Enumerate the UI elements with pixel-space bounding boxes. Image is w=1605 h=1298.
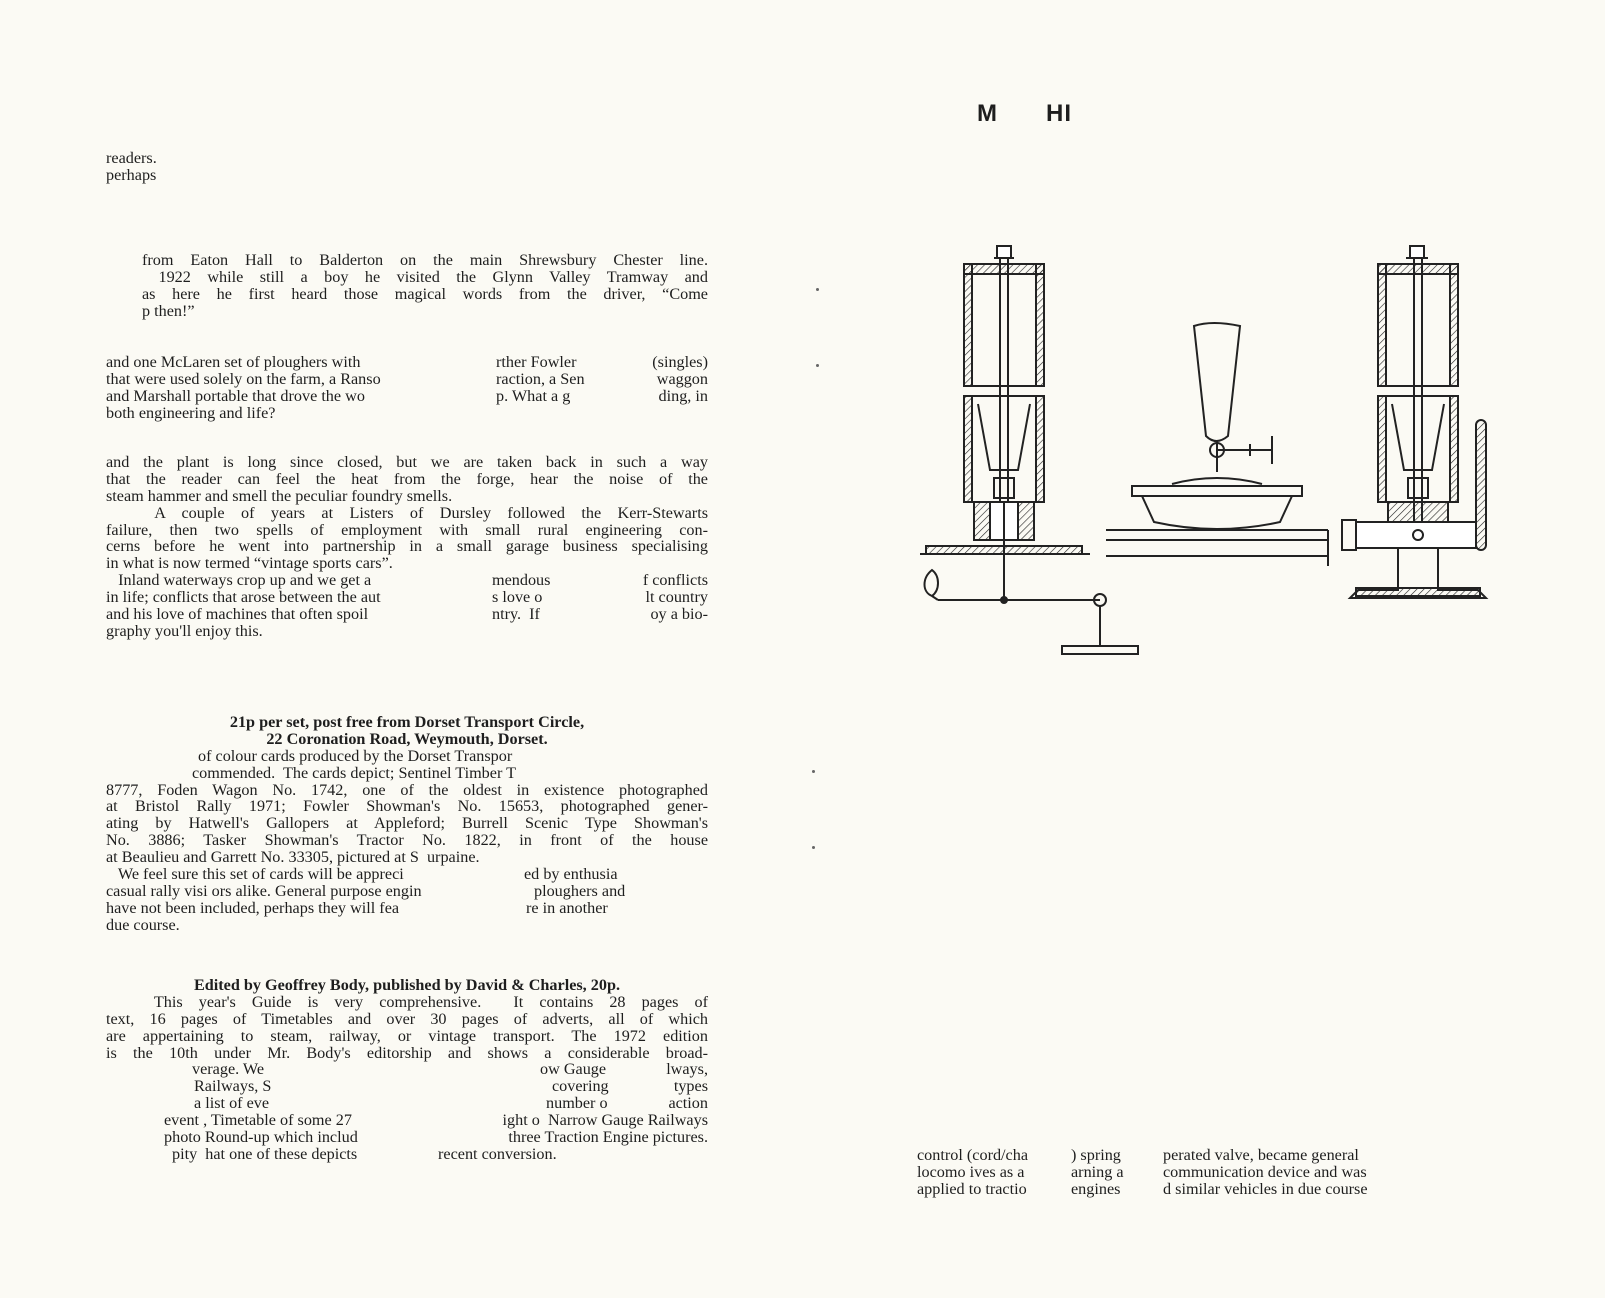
text-row	[106, 388, 708, 405]
text-line: are appertaining to steam, railway, or vintage transport. The 1972 edition	[106, 1026, 708, 1045]
text-segment: re in another	[526, 898, 608, 917]
text-segment: waggon	[656, 369, 708, 388]
text-line: p then!”	[142, 301, 195, 320]
paragraph-eaton-hall	[142, 252, 708, 320]
text-segment: event , Timetable of some 27	[164, 1111, 352, 1130]
text-line: 8777, Foden Wagon No. 1742, one of the oldest in existence photographed	[106, 780, 708, 799]
text-segment: f conflicts	[642, 571, 708, 590]
text-segment: ntry. If	[492, 605, 540, 624]
text-segment: mendous	[492, 571, 551, 590]
review-heading: 21p per set, post free from Dorset Transport Circle,	[229, 713, 585, 731]
text-segment: types	[673, 1077, 708, 1096]
whistle-on-boiler	[1106, 323, 1328, 566]
text-line: No. 3886; Tasker Showman's Tractor No. 1822, in front of the house	[106, 831, 708, 850]
text-row	[106, 917, 708, 934]
text-row	[106, 900, 708, 917]
text-segment: have not been included, perhaps they will fea	[106, 898, 400, 917]
text-segment: We feel sure this set of cards will be appreci	[106, 865, 404, 884]
text-segment: communication device and was	[1163, 1162, 1367, 1181]
text-line: This year's Guide is very comprehensive. It contains 28 pages of	[106, 992, 708, 1011]
text-line: steam hammer and smell the peculiar foundry smells.	[106, 486, 453, 505]
text-row	[106, 589, 708, 606]
text-segment: verage. We	[192, 1060, 265, 1079]
text-segment: arning a	[1071, 1162, 1124, 1181]
text-segment: recent conversion.	[438, 1144, 557, 1163]
text-row	[106, 1129, 708, 1146]
text-line: A couple of years at Listers of Dursley followed the Kerr-Stewarts	[106, 503, 708, 522]
text-line: from Eaton Hall to Balderton on the main Shrewsbury Chester line.	[142, 251, 708, 269]
text-line: that the reader can feel the heat from the forge, hear the noise of the	[106, 469, 708, 488]
margin-dot	[816, 288, 819, 291]
text-segment: both engineering and life?	[106, 403, 276, 422]
text-row	[106, 1095, 708, 1112]
text-segment: s love o	[492, 588, 543, 607]
text-line: and the plant is long since closed, but we are taken back in such a way	[106, 453, 708, 471]
text-line: readers.	[106, 149, 157, 167]
text-segment: ) spring	[1071, 1146, 1121, 1164]
steam-whistle-illustration	[910, 240, 1550, 680]
text-segment: photo Round-up which includ	[164, 1128, 358, 1147]
text-line: text, 16 pages of Timetables and over 30 pages of adverts, all of which	[106, 1009, 708, 1028]
text-segment: that were used solely on the farm, a Ranso	[106, 369, 381, 388]
whistle-section-left	[920, 246, 1138, 654]
text-segment: lways,	[666, 1060, 708, 1079]
text-row	[106, 883, 708, 900]
text-segment: locomo ives as a	[917, 1162, 1025, 1181]
heading-fragment: HI	[1046, 100, 1072, 127]
text-segment: graphy you'll enjoy this.	[106, 621, 263, 640]
text-segment: ight o Narrow Gauge Railways	[502, 1111, 708, 1130]
review-heading: Edited by Geoffrey Body, published by David & Charles, 20p.	[193, 976, 621, 994]
text-row	[106, 354, 708, 371]
text-segment: d similar vehicles in due course	[1163, 1179, 1368, 1198]
text-row	[106, 606, 708, 623]
text-segment: oy a bio-	[650, 605, 708, 624]
text-row	[106, 572, 708, 589]
left-page	[0, 0, 800, 1298]
text-line: 1922 while still a boy he visited the Glynn Valley Tramway and	[142, 267, 708, 286]
text-segment: covering	[552, 1077, 609, 1096]
text-segment: and his love of machines that often spoil	[106, 605, 369, 624]
margin-dot	[812, 846, 815, 849]
text-segment: engines	[1071, 1179, 1121, 1198]
text-segment: ploughers and	[534, 881, 626, 900]
text-line: of colour cards produced by the Dorset Transpor	[198, 746, 513, 765]
text-segment: ow Gauge	[540, 1060, 607, 1079]
text-line: perhaps	[106, 165, 157, 184]
text-row	[106, 1078, 708, 1095]
text-segment: applied to tractio	[917, 1179, 1027, 1198]
text-segment: in life; conflicts that arose between the aut	[106, 588, 381, 607]
text-line: commended. The cards depict; Sentinel Timber T	[192, 763, 516, 782]
text-line: cerns before he went into partnership in a small garage business specialising	[106, 537, 708, 556]
text-segment: Railways, S	[194, 1077, 272, 1096]
text-line: at Beaulieu and Garrett No. 33305, pictured at S urpaine.	[106, 848, 480, 867]
margin-dot	[812, 770, 815, 773]
text-segment: number o	[546, 1094, 608, 1113]
text-segment: Inland waterways crop up and we get a	[106, 571, 372, 590]
text-row	[106, 1146, 708, 1163]
text-row	[106, 405, 708, 422]
text-line: at Bristol Rally 1971; Fowler Showman's No. 15653, photographed gener-	[106, 797, 708, 816]
illustration-caption	[917, 1147, 1419, 1198]
text-segment: perated valve, became general	[1163, 1146, 1359, 1164]
text-segment: and Marshall portable that drove the wo	[106, 386, 365, 405]
review-postcards	[106, 714, 708, 934]
text-row	[917, 1181, 1419, 1198]
text-line: ating by Hatwell's Gallopers at Appleford; Burrell Scenic Type Showman's	[106, 814, 708, 833]
text-segment: rther Fowler	[496, 353, 577, 371]
text-segment: due course.	[106, 915, 180, 934]
text-line: as here he first heard those magical words from the driver, “Come	[142, 284, 708, 303]
intro-fragment	[106, 150, 157, 184]
text-segment: action	[668, 1094, 708, 1113]
heading-fragment: M	[977, 100, 998, 127]
text-row	[106, 866, 708, 883]
text-segment: ed by enthusia	[524, 865, 618, 884]
text-segment: a list of eve	[194, 1094, 270, 1113]
text-row	[917, 1164, 1419, 1181]
text-segment: pity hat one of these depicts	[172, 1144, 358, 1163]
text-row	[106, 1112, 708, 1129]
text-segment: casual rally visi ors alike. General purpose engin	[106, 881, 422, 900]
text-segment: ding, in	[658, 386, 708, 405]
text-row	[917, 1147, 1419, 1164]
text-line: is the 10th under Mr. Body's editorship and shows a considerable broad-	[106, 1043, 708, 1062]
text-line: in what is now termed “vintage sports cars”.	[106, 554, 393, 573]
margin-dot	[816, 364, 819, 367]
review-guide	[106, 977, 708, 1163]
text-row	[106, 623, 708, 640]
text-row	[106, 371, 708, 388]
text-segment: raction, a Sen	[496, 369, 585, 388]
text-line: failure, then two spells of employment with small rural engineering con-	[106, 520, 708, 539]
text-segment: and one McLaren set of ploughers with	[106, 353, 361, 371]
text-segment: three Traction Engine pictures.	[508, 1128, 708, 1147]
whistle-section-right	[1342, 246, 1486, 598]
text-row	[106, 1061, 708, 1078]
review-heading: 22 Coronation Road, Weymouth, Dorset.	[266, 729, 548, 748]
text-segment: (singles)	[652, 353, 708, 371]
text-segment: p. What a g	[496, 386, 571, 405]
text-segment: control (cord/cha	[917, 1146, 1029, 1164]
paragraph-foundry	[106, 454, 708, 640]
paragraph-ploughers	[106, 354, 708, 422]
page-heading	[977, 100, 1072, 128]
text-segment: lt country	[645, 588, 708, 607]
